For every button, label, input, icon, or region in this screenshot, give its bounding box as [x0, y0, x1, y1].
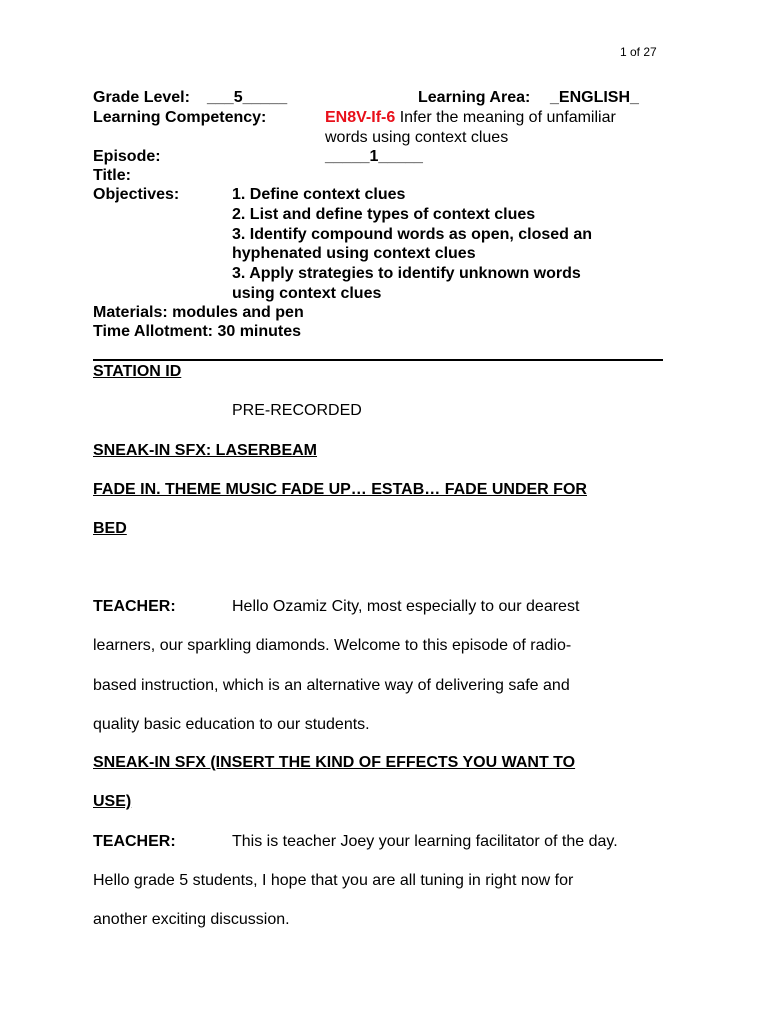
teacher-line: learners, our sparkling diamonds. Welcome to this episode of radio-	[93, 637, 572, 654]
learning-area-value: _ENGLISH_	[550, 89, 639, 106]
teacher-line: This is teacher Joey your learning facilitator of the day.	[232, 833, 618, 850]
pre-recorded: PRE-RECORDED	[232, 402, 362, 419]
teacher-line: quality basic education to our students.	[93, 716, 370, 733]
station-id: STATION ID	[93, 363, 182, 380]
competency-text-2: words using context clues	[325, 129, 509, 146]
divider-line	[93, 359, 663, 361]
teacher-line: based instruction, which is an alternative way of delivering safe and	[93, 677, 570, 694]
grade-level-label: Grade Level:	[93, 89, 190, 106]
objective-item: 1. Define context clues	[232, 186, 406, 203]
teacher-label: TEACHER:	[93, 598, 176, 615]
page-number: 1 of 27	[620, 45, 657, 59]
fade-in-direction: FADE IN. THEME MUSIC FADE UP… ESTAB… FADE UNDER FOR	[93, 481, 587, 498]
objective-item: 3. Identify compound words as open, closed an	[232, 226, 593, 243]
competency-code: EN8V-If-6	[325, 109, 396, 126]
teacher-line: another exciting discussion.	[93, 911, 290, 928]
teacher-line: Hello grade 5 students, I hope that you are all tuning in right now for	[93, 872, 574, 889]
objective-item: hyphenated using context clues	[232, 245, 476, 262]
title-label: Title:	[93, 167, 131, 184]
sfx-insert-effects: SNEAK-IN SFX (INSERT THE KIND OF EFFECTS YOU WANT TO	[93, 754, 576, 771]
teacher-line: Hello Ozamiz City, most especially to our dearest	[232, 598, 580, 615]
fade-in-direction-cont: BED	[93, 520, 127, 537]
objective-item: 2. List and define types of context clues	[232, 206, 536, 223]
objective-item: 3. Apply strategies to identify unknown words	[232, 265, 581, 282]
learning-area-label: Learning Area:	[418, 89, 531, 106]
sfx-insert-effects-cont: USE)	[93, 793, 132, 810]
episode-value: _____1_____	[325, 148, 423, 165]
teacher-label: TEACHER:	[93, 833, 176, 850]
sfx-laserbeam: SNEAK-IN SFX: LASERBEAM	[93, 442, 318, 459]
materials: Materials: modules and pen	[93, 304, 304, 321]
objective-item: using context clues	[232, 285, 382, 302]
competency-text-1: Infer the meaning of unfamiliar	[395, 109, 616, 126]
grade-level-value: ___5_____	[207, 89, 288, 106]
episode-label: Episode:	[93, 148, 161, 165]
competency-line-1	[325, 108, 616, 127]
time-allotment: Time Allotment: 30 minutes	[93, 323, 302, 340]
objectives-label: Objectives:	[93, 186, 180, 203]
learning-competency-label: Learning Competency:	[93, 109, 267, 126]
